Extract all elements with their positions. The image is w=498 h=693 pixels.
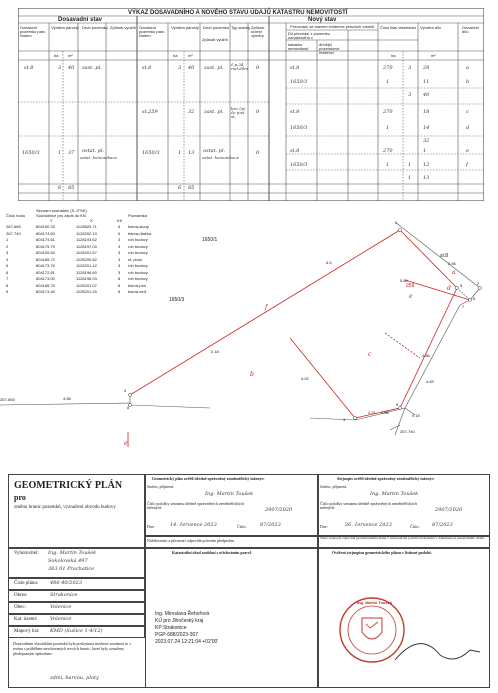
coords-h-desc: Souřadnice pro zápis do KN: [36, 213, 86, 218]
r1-new-kind: zast. pl.: [204, 65, 224, 71]
dim-label: 0.58: [381, 410, 389, 415]
col-new-area: Výměra parcely: [171, 25, 199, 30]
coord-cell: roh budovy: [128, 237, 148, 242]
r3-cmp-mark-1: e: [466, 148, 469, 154]
r3-old-m2: 37: [68, 150, 75, 156]
district-value: Strakonice: [50, 592, 78, 598]
coord-cell: 267-740: [6, 230, 21, 236]
coords-h-num: Číslo bodu: [6, 213, 26, 218]
map-point-8: 8: [127, 405, 130, 410]
map-north-e: e: [124, 440, 128, 447]
coord-cell: roh budovy: [128, 269, 148, 275]
coord-cell: 804190.33: [36, 224, 55, 229]
map-part-e: e: [409, 293, 413, 300]
total-new-ha: 6: [178, 185, 182, 191]
r1-new-ha: 3: [178, 65, 182, 71]
cadastre-label: Kat. území:: [14, 617, 38, 622]
r3-cmp-m2b-3: 13: [423, 175, 430, 181]
r1-cmp-lv-2: 1: [386, 79, 390, 85]
dim-label: 5.80: [400, 278, 408, 283]
auth1-name-label: Jméno, příjmení:: [147, 484, 175, 489]
coord-cell: 804174.40: [36, 289, 55, 294]
coord-cell: st. plotu: [128, 256, 143, 262]
auth2-reg: 2907/2020: [435, 507, 463, 513]
r2-cmp-m2b-3: 32: [423, 138, 430, 144]
unit-m2-2: m²: [188, 53, 193, 58]
unit-ha-3: ha: [391, 53, 396, 58]
r1-cmp-ref-2: 1650/3: [290, 79, 308, 85]
r3-new-use: ostat. komunikace: [202, 155, 240, 160]
col-cmp-from: Díl přechází z pozemku označeného v: [288, 31, 330, 40]
map-part-f: f: [265, 304, 268, 311]
legal-text: Dosavadním vlastníkům pozemků byla poskytnuta možnost seznámit se v terénu s průběhem navrhovaných nových hranic, které byly označeny předepsaným způsobem:: [13, 641, 132, 657]
col-new-use: Způsob využití: [202, 37, 228, 42]
r2-cmp-mark-1: c: [466, 109, 469, 115]
map-parcel-1650-1: 1650/1: [202, 237, 218, 243]
r3-new-m2: 13: [188, 150, 195, 156]
map-parcel-1650-3: 1650/3: [169, 297, 185, 303]
auth1-reg-label: Číslo položky seznamu úředně oprávněných zeměměřických inženýrů:: [147, 501, 245, 510]
map-parcel-st8: st.8: [440, 253, 449, 259]
number-label: Číslo plánu:: [14, 581, 39, 586]
r1-old-kind: zast. pl.: [82, 65, 102, 71]
col-cmp-kn: katastru nemovitostí: [288, 42, 309, 51]
compare-heading: Porovnání se stavem evidence právních vztahů: [290, 23, 375, 29]
map-point-7: 7: [462, 304, 465, 309]
coord-cell: 8: [118, 282, 121, 288]
col-old-parcel: Označení pozemku parc. číslem: [20, 25, 47, 38]
col-new-type: Typ stavby: [231, 25, 251, 30]
auth1-date-label: Dne:: [147, 524, 155, 529]
auth2-num-label: Číslo:: [410, 524, 420, 529]
map-part-b: b: [250, 371, 254, 378]
coords-h-note: Poznámka: [128, 213, 147, 218]
r1-cmp-ref-1: st.8: [290, 65, 300, 71]
auth2-note: Tento stejnopis odpovídá geometrickému plánu v elektronické podobě uloženému v dokumentaci katastrálního úřadu.: [320, 536, 485, 540]
r2-cmp-ref-1: st.8: [290, 109, 300, 115]
r3-cmp-m2a-2: 1: [408, 162, 412, 168]
coord-cell: 3: [118, 237, 121, 242]
dim-label: 4.02: [301, 376, 309, 381]
cadastre-value: Volenice: [50, 616, 72, 622]
r1-new-method: 0: [256, 65, 260, 71]
office-signature-line: KÚ pro Jihočeský kraj: [155, 618, 204, 624]
r1-cmp-m2b-3: 40: [423, 92, 430, 98]
coord-cell: 804174.61: [36, 237, 55, 242]
coord-cell: 2: [6, 243, 9, 249]
col-old-kind: Druh pozemku: [82, 25, 109, 30]
coord-cell: roh budovy: [128, 250, 148, 255]
auth2-date: 26. července 2023: [345, 522, 392, 528]
r2-cmp-lv-1: 270: [383, 109, 393, 115]
coord-cell: 3: [6, 250, 9, 255]
municipality-value: Volenice: [50, 604, 72, 610]
seal-ring-inner: [348, 606, 396, 654]
auth2-name: Ing. Martin Toušek: [370, 491, 419, 497]
gp-purpose: změnu hranic pozemků, vyznačení obvodu budovy: [14, 505, 116, 510]
coord-cell: 267-665: [6, 224, 21, 229]
r1-cmp-mark-2: b: [466, 79, 470, 85]
col-cmp-mark: Označení dílu: [462, 25, 480, 34]
coord-cell: 7: [6, 276, 9, 281]
coord-cell: 4: [6, 256, 9, 262]
signature-scribble: [395, 644, 480, 660]
r2-cmp-mark-2: d: [466, 125, 470, 131]
r3-cmp-m2b-1: 1: [423, 148, 427, 154]
coord-cell: 9: [6, 289, 9, 294]
coord-cell: barva-sloup: [128, 224, 149, 229]
map-point-5: 5: [460, 283, 463, 288]
map-point-267-665: 267-665: [0, 397, 15, 402]
auth2-name-label: Jméno, příjmení:: [320, 484, 348, 489]
gp-pro: pro: [14, 493, 26, 502]
dim-label: 2.56: [448, 261, 456, 266]
r1-new-m2: 40: [188, 65, 195, 71]
coord-cell: 804105.63: [36, 250, 55, 255]
r2-cmp-ref-2: 1650/3: [290, 125, 308, 131]
maker-name: Ing. Martin Toušek: [48, 550, 97, 556]
dim-label: 2.18: [211, 349, 219, 354]
maker-label: Vyhotovitel:: [14, 551, 39, 556]
dim-label: 0.15: [412, 413, 420, 418]
map-point-6: 6: [473, 296, 476, 301]
map-point-1: 1: [395, 220, 398, 225]
seal-title: Ověření stejnopisu geometrického plánu v listinné podobě.: [332, 550, 432, 555]
col-new-kind: Druh pozemku: [203, 25, 230, 30]
office-signature-line: Ing. Miroslava Řehořová: [155, 611, 210, 617]
r3-cmp-m2b-2: 12: [423, 162, 430, 168]
dim-label: 4.83: [426, 379, 434, 384]
maker-addr2: 383 01 Prachatice: [48, 566, 95, 572]
r3-cmp-lv-2: 1: [386, 162, 390, 168]
map-part-d: d: [447, 285, 451, 292]
unit-ha-2: ha: [173, 53, 178, 58]
r2-cmp-m2b-2: 14: [423, 125, 430, 131]
r2-cmp-m2b-1: 18: [423, 109, 430, 115]
auth1-date: 14. července 2023: [170, 522, 217, 528]
coord-cell: 804173.76: [36, 263, 55, 268]
coord-cell: 804173.00: [36, 276, 55, 281]
r2-new-method: 0: [256, 109, 260, 115]
r1-old-parcel: st.8: [24, 65, 34, 71]
coord-cell: 6: [118, 230, 121, 236]
municipality-label: Obec:: [14, 605, 26, 610]
map-point-3: 3: [343, 417, 346, 422]
total-old-m2: 85: [68, 185, 75, 191]
unit-ha-1: ha: [54, 53, 59, 58]
r1-cmp-lv-1: 270: [383, 65, 393, 71]
auth1-num-label: Číslo:: [237, 524, 247, 529]
r3-cmp-ref-2: 1650/3: [290, 162, 308, 168]
col-cmp-area: Výměra dílu: [420, 25, 442, 30]
total-new-m2: 85: [188, 185, 195, 191]
coord-cell: 8: [118, 289, 121, 294]
dim-label: 4.86: [422, 353, 430, 358]
new-state-heading: Nový stav: [308, 17, 337, 23]
table-title: VÝKAZ DOSAVADNÍHO A NOVÉHO STAVU ÚDAJŮ KATASTRU NEMOVITOSTÍ: [128, 9, 348, 16]
map-point-9: 9: [396, 402, 399, 407]
auth1-name: Ing. Martin Toušek: [205, 491, 254, 497]
dim-label: 4.58: [63, 396, 71, 401]
auth1-num: 87/2023: [260, 522, 281, 528]
r3-new-method: 0: [256, 150, 260, 156]
auth2-num: 87/2023: [432, 522, 453, 528]
seal-lion: [366, 622, 378, 628]
r1-old-m2: 40: [68, 65, 75, 71]
legal-value: zdmi, barvou, ploty: [50, 675, 99, 681]
col-cmp-pe: dřívější pozemkové evidenci: [319, 42, 340, 55]
r3-old-parcel: 1650/3: [22, 150, 40, 156]
auth2-reg-label: Číslo položky seznamu úředně oprávněných zeměměřických inženýrů:: [320, 501, 418, 510]
coord-cell: 1128820.71: [76, 224, 97, 229]
r3-old-use: ostat. komunikace: [80, 155, 118, 160]
unit-m2-3: m²: [431, 53, 436, 58]
r1-new-use: č.p.34 rod.dům: [231, 62, 249, 71]
office-signature-line: PGP-688/2023-307: [155, 632, 199, 638]
coord-cell: roh budovy: [128, 263, 148, 268]
coord-cell: 3: [118, 263, 121, 268]
map-part-a: a: [452, 269, 456, 276]
map-point-4: 4: [124, 388, 127, 393]
coord-cell: 804172.61: [36, 269, 55, 275]
gp-title: GEOMETRICKÝ PLÁN: [14, 480, 123, 491]
r1-cmp-m2b-2: 11: [423, 79, 430, 85]
r3-new-kind: ostat. pl.: [203, 148, 226, 154]
map-point-267-740: 267-740: [400, 429, 415, 434]
auth1-reg: 2907/2020: [265, 507, 293, 513]
r2-new-m2: 32: [188, 109, 195, 115]
col-cmp-lv: Číslo listu vlastnictví: [380, 25, 417, 30]
map-point-2: 2: [477, 281, 480, 286]
coord-cell: barva-dlažba: [128, 230, 152, 236]
r2-new-parcel: st.259: [142, 109, 158, 115]
col-old-area: Výměra parcely: [51, 25, 79, 30]
coords-h-x: X: [90, 218, 93, 223]
coord-cell: 1: [6, 237, 9, 242]
coords-h-y: Y: [50, 218, 53, 223]
seal-text: Ing. Martin Toušek: [357, 600, 393, 605]
col-old-use: Způsob využití: [110, 25, 136, 30]
r1-cmp-m2a-1: 3: [408, 65, 412, 71]
coord-cell: 3: [118, 243, 121, 249]
coord-cell: 1128196.60: [76, 269, 97, 275]
r1-cmp-m2a-3: 3: [408, 92, 412, 98]
office-title: Katastrální úřad souhlasí s očíslováním parcel.: [172, 550, 252, 555]
r2-cmp-lv-2: 1: [386, 125, 390, 131]
r3-new-parcel: 1650/3: [142, 150, 160, 156]
coord-cell: 804185.70: [36, 282, 55, 288]
auth2-date-label: Dne:: [320, 524, 328, 529]
r3-cmp-mark-2: f: [466, 162, 468, 168]
coord-cell: 1128200.82: [76, 256, 97, 262]
coords-title: Seznam souřadnic (S-JTSK): [36, 208, 87, 213]
r2-new-use: bez čp/če jiná st.: [231, 106, 246, 119]
coord-cell: 804174.60: [36, 230, 55, 236]
coord-cell: 5: [6, 263, 9, 268]
r3-cmp-ref-1: st.8: [290, 148, 300, 154]
coord-cell: 1128201.42: [76, 263, 97, 268]
coords-h-kk: KK: [117, 218, 123, 223]
coord-cell: 1128201.07: [76, 282, 97, 288]
sheet-label: Mapový list:: [14, 629, 40, 634]
coord-cell: 6: [6, 269, 9, 275]
coord-cell: 804185.72: [36, 256, 55, 262]
maker-addr1: Sokolovská 497: [48, 558, 88, 564]
coord-cell: 1128202.10: [76, 230, 97, 236]
r1-new-parcel: st.8: [142, 65, 152, 71]
r3-new-ha: 1: [178, 150, 182, 156]
district-label: Okres:: [14, 593, 28, 598]
coord-cell: 3: [118, 250, 121, 255]
coord-cell: barva-plot: [128, 282, 146, 288]
coord-cell: 1128201.57: [76, 250, 97, 255]
coord-cell: roh budovy: [128, 276, 148, 281]
auth1-title: Geometrický plán ověřil úředně oprávněný zeměměřický inženýr:: [152, 476, 265, 481]
coord-cell: 1128193.62: [76, 237, 97, 242]
r3-cmp-m2a-3: 1: [408, 175, 412, 181]
auth2-title: Stejnopis ověřil úředně oprávněný zeměměřický inženýr:: [337, 476, 435, 481]
r2-new-kind: zast. pl.: [204, 109, 224, 115]
number-value: 486-40/2023: [50, 580, 83, 586]
r1-cmp-m2b-1: 29: [423, 65, 430, 71]
auth1-note: Náležitostmi a přesností odpovídá právním předpisům.: [147, 538, 235, 543]
coord-cell: 1128201.45: [76, 289, 97, 294]
coord-cell: barva-zeď: [128, 289, 147, 294]
coord-cell: 6: [118, 224, 121, 229]
col-new-method: Způsob určení výměry: [251, 25, 265, 38]
map-part-c: c: [368, 351, 372, 358]
coord-cell: 8: [118, 276, 121, 281]
dim-label: 6.5: [326, 260, 332, 265]
coord-cell: 3: [118, 269, 121, 275]
col-new-parcel: Označení pozemku parc. číslem: [139, 25, 166, 38]
coord-cell: 1128197.00: [76, 243, 97, 249]
coord-cell: 8: [6, 282, 9, 288]
unit-m2-1: m²: [68, 53, 73, 58]
r3-old-ha: 1: [58, 150, 62, 156]
total-old-ha: 6: [58, 185, 62, 191]
coord-cell: roh budovy: [128, 243, 148, 249]
r1-old-ha: 3: [58, 65, 62, 71]
r3-old-kind: ostat. pl.: [82, 148, 105, 154]
r1-cmp-mark-1: a: [466, 65, 469, 71]
r3-cmp-lv-1: 270: [383, 148, 393, 154]
coord-cell: 3: [118, 256, 121, 262]
map-parcel-259: 259: [406, 283, 415, 289]
coord-cell: 804175.70: [36, 243, 55, 249]
sheet-value: KMD (Sušice 1-4/12): [50, 628, 103, 634]
office-signature-line: KP Strakonice: [155, 625, 187, 631]
coord-cell: 1128196.93: [76, 276, 97, 281]
seal-ring-outer: [340, 598, 404, 662]
office-signature-line: 2023.07.24 12:21:04 +02'00': [155, 639, 219, 645]
dim-label: 2.21: [368, 410, 376, 415]
old-state-heading: Dosavadní stav: [58, 17, 103, 23]
seal-shield: [362, 618, 382, 639]
